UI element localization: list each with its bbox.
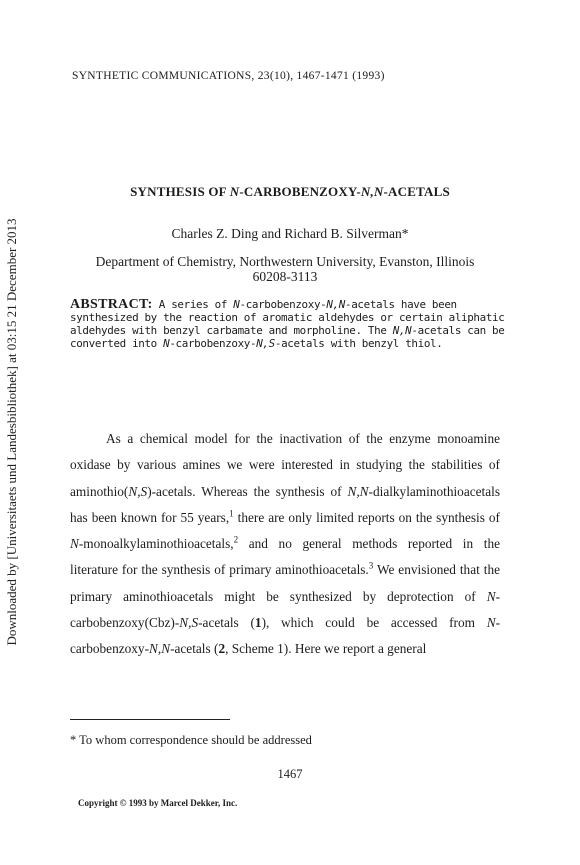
paper-title: SYNTHESIS OF N-CARBOBENZOXY-N,N-ACETALS — [130, 184, 450, 199]
reference-2: 2 — [233, 534, 239, 545]
footnote-divider — [70, 719, 230, 720]
copyright-line: Copyright © 1993 by Marcel Dekker, Inc. — [78, 798, 238, 808]
abstract: ABSTRACT: A series of N-carbobenzoxy-N,N-acetals have been synthesized by the reaction of aromatic aldehydes or certain aliphatic aldehydes with benzyl carbamate and morpholine. The N,N-acetals can be converted into N-carbobenzoxy-N,S-acetals with benzyl thiol. — [70, 297, 505, 350]
download-note-text: Downloaded by [Universitaets und Landesbibliothek] at 03:15 21 December 2013 — [4, 218, 19, 646]
abstract-label: ABSTRACT: — [70, 297, 153, 312]
author-list: Charles Z. Ding and Richard B. Silverman* — [171, 226, 409, 241]
journal-header: SYNTHETIC COMMUNICATIONS, 23(10), 1467-1471 (1993) — [72, 70, 385, 82]
body-paragraph — [70, 426, 500, 663]
affiliation — [60, 254, 510, 284]
affiliation-line-1: Department of Chemistry, Northwestern University, Evanston, Illinois — [95, 254, 475, 269]
body-text: As a chemical model for the inactivation of the enzyme monoamine oxidase by various amines we were interested in studying the stabilities of aminothio(N,S)-acetals. Whereas the synthesis of N,N-dialkylaminothioacetals has been known for 55 years,$^1$ there are only limited reports on the synthesis of N-monoalkylaminothioacetals,$^2$ and no general methods reported in the literature for the synthesis of primary aminothioacetals.$^3$ We envisioned that the primary aminothioacetals might be synthesized by deprotection of N-carbobenzoxy(Cbz)-N,S-acetals (1), which could be accessed from N-carbobenzoxy-N,N-acetals (2, Scheme 1). Here we report a general — [70, 431, 501, 657]
affiliation-line-2: 60208-3113 — [252, 269, 318, 284]
footnote: * To whom correspondence should be addressed — [70, 733, 312, 747]
reference-1: 1 — [229, 508, 234, 519]
page-number: 1467 — [277, 767, 303, 781]
reference-3: 3 — [368, 561, 374, 572]
